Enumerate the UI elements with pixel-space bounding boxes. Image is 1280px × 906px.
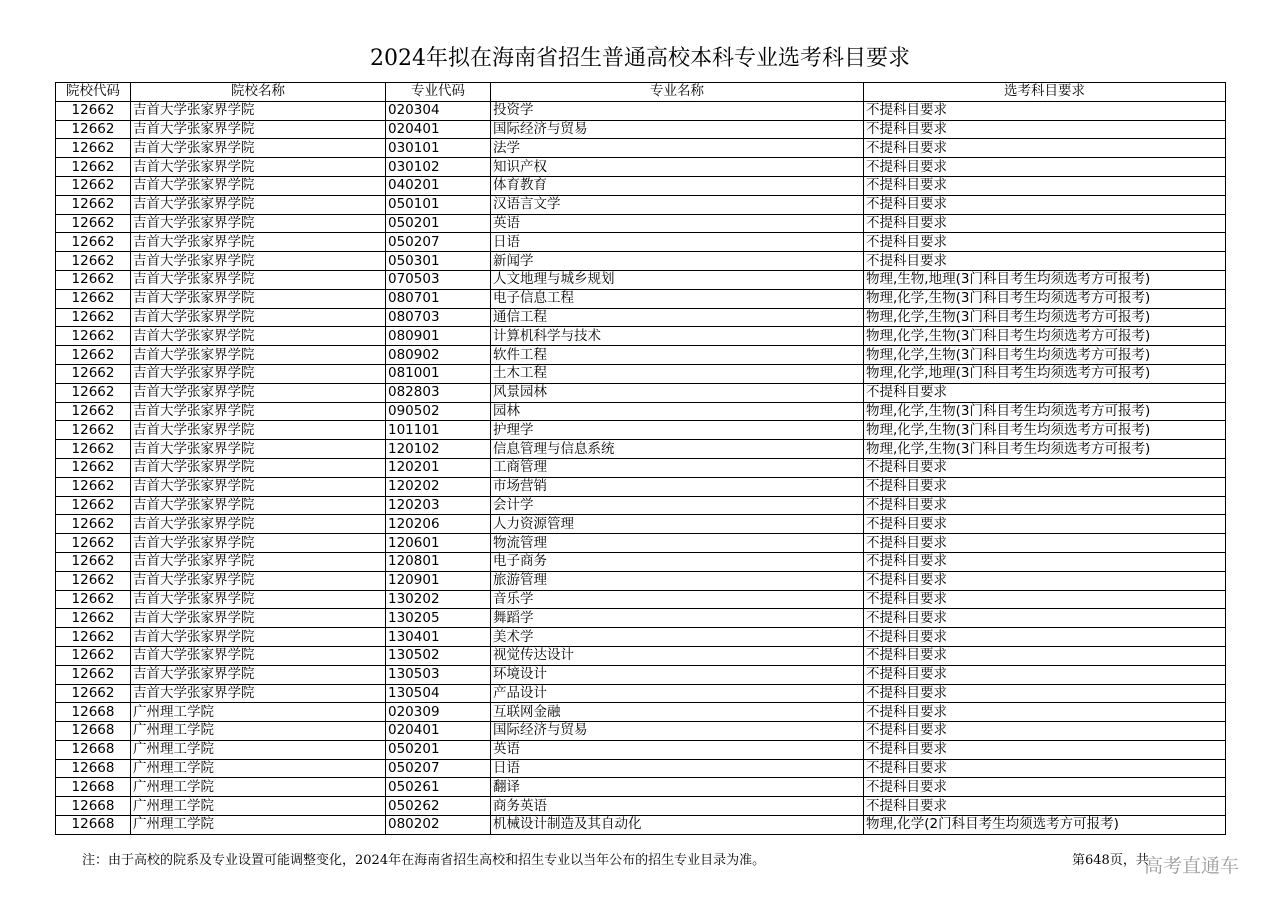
major-name-cell: 信息管理与信息系统 xyxy=(491,440,864,459)
subject-requirement-cell: 不提科目要求 xyxy=(864,120,1226,139)
major-name-cell: 国际经济与贸易 xyxy=(491,120,864,139)
school-name-cell: 吉首大学张家界学院 xyxy=(131,364,386,383)
subject-requirement-cell: 不提科目要求 xyxy=(864,458,1226,477)
school-name-cell: 吉首大学张家界学院 xyxy=(131,440,386,459)
major-code-cell: 070503 xyxy=(386,270,491,289)
table-row xyxy=(56,346,1226,365)
major-name-cell: 计算机科学与技术 xyxy=(491,327,864,346)
subject-requirement-cell: 物理,化学,生物(3门科目考生均须选考方可报考) xyxy=(864,346,1226,365)
school-code-cell: 12662 xyxy=(56,308,131,327)
subject-requirement-cell: 不提科目要求 xyxy=(864,665,1226,684)
major-code-cell: 050301 xyxy=(386,252,491,271)
school-code-cell: 12662 xyxy=(56,195,131,214)
watermark: 高考直通车 xyxy=(1144,855,1240,877)
major-code-cell: 130202 xyxy=(386,590,491,609)
table-row xyxy=(56,139,1226,158)
school-code-cell: 12662 xyxy=(56,515,131,534)
school-code-cell: 12662 xyxy=(56,609,131,628)
major-code-cell: 120206 xyxy=(386,515,491,534)
major-name-cell: 知识产权 xyxy=(491,158,864,177)
major-name-cell: 工商管理 xyxy=(491,458,864,477)
table-row xyxy=(56,628,1226,647)
school-code-cell: 12662 xyxy=(56,233,131,252)
table-row xyxy=(56,778,1226,797)
school-code-cell: 12662 xyxy=(56,120,131,139)
subject-requirement-cell: 不提科目要求 xyxy=(864,252,1226,271)
column-header-major-code: 专业代码 xyxy=(386,83,491,102)
subject-requirement-cell: 不提科目要求 xyxy=(864,628,1226,647)
major-name-cell: 翻译 xyxy=(491,778,864,797)
major-code-cell: 120203 xyxy=(386,496,491,515)
table-row xyxy=(56,609,1226,628)
major-name-cell: 电子商务 xyxy=(491,552,864,571)
table-row xyxy=(56,270,1226,289)
major-code-cell: 050262 xyxy=(386,797,491,816)
major-name-cell: 投资学 xyxy=(491,101,864,120)
major-code-cell: 040201 xyxy=(386,176,491,195)
school-name-cell: 吉首大学张家界学院 xyxy=(131,270,386,289)
table-row xyxy=(56,722,1226,741)
major-code-cell: 120201 xyxy=(386,458,491,477)
school-code-cell: 12668 xyxy=(56,816,131,835)
subject-requirement-cell: 不提科目要求 xyxy=(864,740,1226,759)
table-row xyxy=(56,458,1226,477)
school-name-cell: 吉首大学张家界学院 xyxy=(131,646,386,665)
school-code-cell: 12662 xyxy=(56,402,131,421)
major-name-cell: 法学 xyxy=(491,139,864,158)
subject-requirement-cell: 不提科目要求 xyxy=(864,684,1226,703)
school-name-cell: 吉首大学张家界学院 xyxy=(131,590,386,609)
school-name-cell: 吉首大学张家界学院 xyxy=(131,346,386,365)
major-name-cell: 日语 xyxy=(491,233,864,252)
school-code-cell: 12668 xyxy=(56,797,131,816)
table-row xyxy=(56,289,1226,308)
subject-requirement-cell: 物理,化学,生物(3门科目考生均须选考方可报考) xyxy=(864,440,1226,459)
major-code-cell: 020304 xyxy=(386,101,491,120)
school-code-cell: 12662 xyxy=(56,270,131,289)
school-name-cell: 吉首大学张家界学院 xyxy=(131,515,386,534)
major-code-cell: 020401 xyxy=(386,120,491,139)
school-name-cell: 吉首大学张家界学院 xyxy=(131,684,386,703)
table-row xyxy=(56,176,1226,195)
major-code-cell: 030102 xyxy=(386,158,491,177)
school-name-cell: 吉首大学张家界学院 xyxy=(131,421,386,440)
subject-requirement-cell: 物理,化学,生物(3门科目考生均须选考方可报考) xyxy=(864,402,1226,421)
major-name-cell: 英语 xyxy=(491,740,864,759)
table-row xyxy=(56,421,1226,440)
table-row xyxy=(56,233,1226,252)
subject-requirement-cell: 不提科目要求 xyxy=(864,195,1226,214)
school-name-cell: 吉首大学张家界学院 xyxy=(131,308,386,327)
subject-requirement-cell: 不提科目要求 xyxy=(864,515,1226,534)
major-name-cell: 舞蹈学 xyxy=(491,609,864,628)
major-name-cell: 美术学 xyxy=(491,628,864,647)
major-name-cell: 视觉传达设计 xyxy=(491,646,864,665)
school-name-cell: 吉首大学张家界学院 xyxy=(131,383,386,402)
school-name-cell: 吉首大学张家界学院 xyxy=(131,458,386,477)
table-row xyxy=(56,816,1226,835)
table-row xyxy=(56,496,1226,515)
subject-requirement-cell: 物理,生物,地理(3门科目考生均须选考方可报考) xyxy=(864,270,1226,289)
school-name-cell: 吉首大学张家界学院 xyxy=(131,496,386,515)
major-code-cell: 081001 xyxy=(386,364,491,383)
school-name-cell: 广州理工学院 xyxy=(131,759,386,778)
subject-requirement-cell: 不提科目要求 xyxy=(864,759,1226,778)
major-code-cell: 080902 xyxy=(386,346,491,365)
school-code-cell: 12662 xyxy=(56,552,131,571)
subject-requirement-cell: 物理,化学,生物(3门科目考生均须选考方可报考) xyxy=(864,327,1226,346)
major-name-cell: 机械设计制造及其自动化 xyxy=(491,816,864,835)
table-row xyxy=(56,214,1226,233)
school-code-cell: 12662 xyxy=(56,101,131,120)
major-code-cell: 130401 xyxy=(386,628,491,647)
major-code-cell: 030101 xyxy=(386,139,491,158)
major-code-cell: 120601 xyxy=(386,534,491,553)
major-code-cell: 050201 xyxy=(386,740,491,759)
subject-requirement-cell: 不提科目要求 xyxy=(864,703,1226,722)
table-row xyxy=(56,440,1226,459)
table-row xyxy=(56,571,1226,590)
school-code-cell: 12668 xyxy=(56,759,131,778)
major-code-cell: 130504 xyxy=(386,684,491,703)
major-code-cell: 120202 xyxy=(386,477,491,496)
subject-requirement-cell: 不提科目要求 xyxy=(864,176,1226,195)
school-code-cell: 12662 xyxy=(56,684,131,703)
school-code-cell: 12668 xyxy=(56,722,131,741)
major-code-cell: 050207 xyxy=(386,759,491,778)
school-name-cell: 吉首大学张家界学院 xyxy=(131,628,386,647)
major-code-cell: 080703 xyxy=(386,308,491,327)
school-code-cell: 12662 xyxy=(56,496,131,515)
subject-requirement-cell: 物理,化学,地理(3门科目考生均须选考方可报考) xyxy=(864,364,1226,383)
major-code-cell: 130502 xyxy=(386,646,491,665)
school-code-cell: 12662 xyxy=(56,571,131,590)
subject-requirement-cell: 不提科目要求 xyxy=(864,571,1226,590)
school-name-cell: 吉首大学张家界学院 xyxy=(131,139,386,158)
school-code-cell: 12662 xyxy=(56,364,131,383)
table-row xyxy=(56,740,1226,759)
page-number: 第648页，共 xyxy=(1072,853,1149,868)
school-name-cell: 吉首大学张家界学院 xyxy=(131,665,386,684)
major-code-cell: 020309 xyxy=(386,703,491,722)
subject-requirement-cell: 不提科目要求 xyxy=(864,139,1226,158)
major-code-cell: 050101 xyxy=(386,195,491,214)
subject-requirement-cell: 不提科目要求 xyxy=(864,609,1226,628)
table-row xyxy=(56,195,1226,214)
school-name-cell: 吉首大学张家界学院 xyxy=(131,289,386,308)
major-code-cell: 130503 xyxy=(386,665,491,684)
school-code-cell: 12662 xyxy=(56,590,131,609)
major-code-cell: 080901 xyxy=(386,327,491,346)
footnote: 注：由于高校的院系及专业设置可能调整变化，2024年在海南省招生高校和招生专业以当年公布的招生专业目录为准。 xyxy=(82,853,766,868)
table-body xyxy=(56,101,1226,834)
school-name-cell: 吉首大学张家界学院 xyxy=(131,609,386,628)
major-code-cell: 050201 xyxy=(386,214,491,233)
major-code-cell: 120801 xyxy=(386,552,491,571)
column-header-school-name: 院校名称 xyxy=(131,83,386,102)
major-name-cell: 软件工程 xyxy=(491,346,864,365)
school-name-cell: 吉首大学张家界学院 xyxy=(131,402,386,421)
school-code-cell: 12662 xyxy=(56,440,131,459)
table-row xyxy=(56,158,1226,177)
page-title: 2024年拟在海南省招生普通高校本科专业选考科目要求 xyxy=(370,46,910,71)
school-name-cell: 广州理工学院 xyxy=(131,797,386,816)
major-code-cell: 101101 xyxy=(386,421,491,440)
school-name-cell: 吉首大学张家界学院 xyxy=(131,158,386,177)
major-name-cell: 产品设计 xyxy=(491,684,864,703)
major-name-cell: 互联网金融 xyxy=(491,703,864,722)
major-code-cell: 130205 xyxy=(386,609,491,628)
subject-requirement-cell: 不提科目要求 xyxy=(864,722,1226,741)
table-row xyxy=(56,308,1226,327)
subject-requirement-cell: 不提科目要求 xyxy=(864,101,1226,120)
subject-requirement-cell: 不提科目要求 xyxy=(864,534,1226,553)
subject-requirement-cell: 物理,化学,生物(3门科目考生均须选考方可报考) xyxy=(864,308,1226,327)
subject-requirement-cell: 不提科目要求 xyxy=(864,233,1226,252)
school-code-cell: 12662 xyxy=(56,139,131,158)
school-name-cell: 吉首大学张家界学院 xyxy=(131,252,386,271)
table-row xyxy=(56,120,1226,139)
table-row xyxy=(56,402,1226,421)
subject-requirement-cell: 不提科目要求 xyxy=(864,646,1226,665)
table-row xyxy=(56,665,1226,684)
table-row xyxy=(56,759,1226,778)
major-name-cell: 护理学 xyxy=(491,421,864,440)
major-code-cell: 120901 xyxy=(386,571,491,590)
table-row xyxy=(56,327,1226,346)
major-name-cell: 旅游管理 xyxy=(491,571,864,590)
school-name-cell: 广州理工学院 xyxy=(131,722,386,741)
school-name-cell: 吉首大学张家界学院 xyxy=(131,233,386,252)
major-name-cell: 体育教育 xyxy=(491,176,864,195)
major-name-cell: 新闻学 xyxy=(491,252,864,271)
subject-requirement-cell: 不提科目要求 xyxy=(864,383,1226,402)
school-name-cell: 吉首大学张家界学院 xyxy=(131,477,386,496)
school-code-cell: 12668 xyxy=(56,778,131,797)
major-name-cell: 土木工程 xyxy=(491,364,864,383)
major-name-cell: 人力资源管理 xyxy=(491,515,864,534)
table-row xyxy=(56,590,1226,609)
table-row xyxy=(56,515,1226,534)
school-code-cell: 12662 xyxy=(56,176,131,195)
column-header-major-name: 专业名称 xyxy=(491,83,864,102)
school-name-cell: 吉首大学张家界学院 xyxy=(131,214,386,233)
subject-requirement-cell: 不提科目要求 xyxy=(864,797,1226,816)
column-header-subject-requirement: 选考科目要求 xyxy=(864,83,1226,102)
requirements-table xyxy=(55,82,1226,835)
table-row xyxy=(56,703,1226,722)
school-code-cell: 12662 xyxy=(56,158,131,177)
table-row xyxy=(56,797,1226,816)
school-name-cell: 吉首大学张家界学院 xyxy=(131,176,386,195)
table-row xyxy=(56,364,1226,383)
major-code-cell: 120102 xyxy=(386,440,491,459)
major-name-cell: 汉语言文学 xyxy=(491,195,864,214)
school-code-cell: 12662 xyxy=(56,534,131,553)
school-code-cell: 12668 xyxy=(56,703,131,722)
subject-requirement-cell: 不提科目要求 xyxy=(864,496,1226,515)
table-row xyxy=(56,684,1226,703)
major-name-cell: 会计学 xyxy=(491,496,864,515)
table-header-row xyxy=(56,83,1226,102)
table-row xyxy=(56,101,1226,120)
school-code-cell: 12662 xyxy=(56,214,131,233)
school-code-cell: 12662 xyxy=(56,289,131,308)
school-name-cell: 广州理工学院 xyxy=(131,703,386,722)
subject-requirement-cell: 不提科目要求 xyxy=(864,552,1226,571)
subject-requirement-cell: 物理,化学,生物(3门科目考生均须选考方可报考) xyxy=(864,289,1226,308)
major-name-cell: 日语 xyxy=(491,759,864,778)
major-name-cell: 电子信息工程 xyxy=(491,289,864,308)
school-name-cell: 吉首大学张家界学院 xyxy=(131,534,386,553)
school-code-cell: 12662 xyxy=(56,421,131,440)
table-row xyxy=(56,252,1226,271)
school-name-cell: 广州理工学院 xyxy=(131,740,386,759)
major-code-cell: 050207 xyxy=(386,233,491,252)
major-name-cell: 商务英语 xyxy=(491,797,864,816)
major-code-cell: 050261 xyxy=(386,778,491,797)
major-name-cell: 通信工程 xyxy=(491,308,864,327)
school-name-cell: 吉首大学张家界学院 xyxy=(131,101,386,120)
school-code-cell: 12662 xyxy=(56,346,131,365)
school-code-cell: 12662 xyxy=(56,646,131,665)
major-name-cell: 人文地理与城乡规划 xyxy=(491,270,864,289)
major-code-cell: 080202 xyxy=(386,816,491,835)
table-row xyxy=(56,534,1226,553)
school-code-cell: 12662 xyxy=(56,252,131,271)
school-code-cell: 12662 xyxy=(56,458,131,477)
school-name-cell: 吉首大学张家界学院 xyxy=(131,552,386,571)
major-name-cell: 风景园林 xyxy=(491,383,864,402)
major-code-cell: 082803 xyxy=(386,383,491,402)
subject-requirement-cell: 物理,化学(2门科目考生均须选考方可报考) xyxy=(864,816,1226,835)
major-name-cell: 英语 xyxy=(491,214,864,233)
major-name-cell: 环境设计 xyxy=(491,665,864,684)
table-row xyxy=(56,552,1226,571)
school-code-cell: 12662 xyxy=(56,327,131,346)
major-code-cell: 020401 xyxy=(386,722,491,741)
subject-requirement-cell: 物理,化学,生物(3门科目考生均须选考方可报考) xyxy=(864,421,1226,440)
subject-requirement-cell: 不提科目要求 xyxy=(864,778,1226,797)
major-name-cell: 园林 xyxy=(491,402,864,421)
subject-requirement-cell: 不提科目要求 xyxy=(864,214,1226,233)
table-row xyxy=(56,477,1226,496)
major-code-cell: 090502 xyxy=(386,402,491,421)
major-name-cell: 国际经济与贸易 xyxy=(491,722,864,741)
major-name-cell: 物流管理 xyxy=(491,534,864,553)
school-name-cell: 吉首大学张家界学院 xyxy=(131,195,386,214)
school-name-cell: 广州理工学院 xyxy=(131,778,386,797)
school-code-cell: 12662 xyxy=(56,665,131,684)
school-code-cell: 12662 xyxy=(56,628,131,647)
subject-requirement-cell: 不提科目要求 xyxy=(864,477,1226,496)
school-name-cell: 吉首大学张家界学院 xyxy=(131,571,386,590)
major-name-cell: 音乐学 xyxy=(491,590,864,609)
school-code-cell: 12662 xyxy=(56,477,131,496)
school-name-cell: 广州理工学院 xyxy=(131,816,386,835)
subject-requirement-cell: 不提科目要求 xyxy=(864,590,1226,609)
school-code-cell: 12662 xyxy=(56,383,131,402)
column-header-school-code: 院校代码 xyxy=(56,83,131,102)
subject-requirement-cell: 不提科目要求 xyxy=(864,158,1226,177)
major-code-cell: 080701 xyxy=(386,289,491,308)
table-row xyxy=(56,646,1226,665)
school-name-cell: 吉首大学张家界学院 xyxy=(131,327,386,346)
table-row xyxy=(56,383,1226,402)
school-name-cell: 吉首大学张家界学院 xyxy=(131,120,386,139)
major-name-cell: 市场营销 xyxy=(491,477,864,496)
school-code-cell: 12668 xyxy=(56,740,131,759)
